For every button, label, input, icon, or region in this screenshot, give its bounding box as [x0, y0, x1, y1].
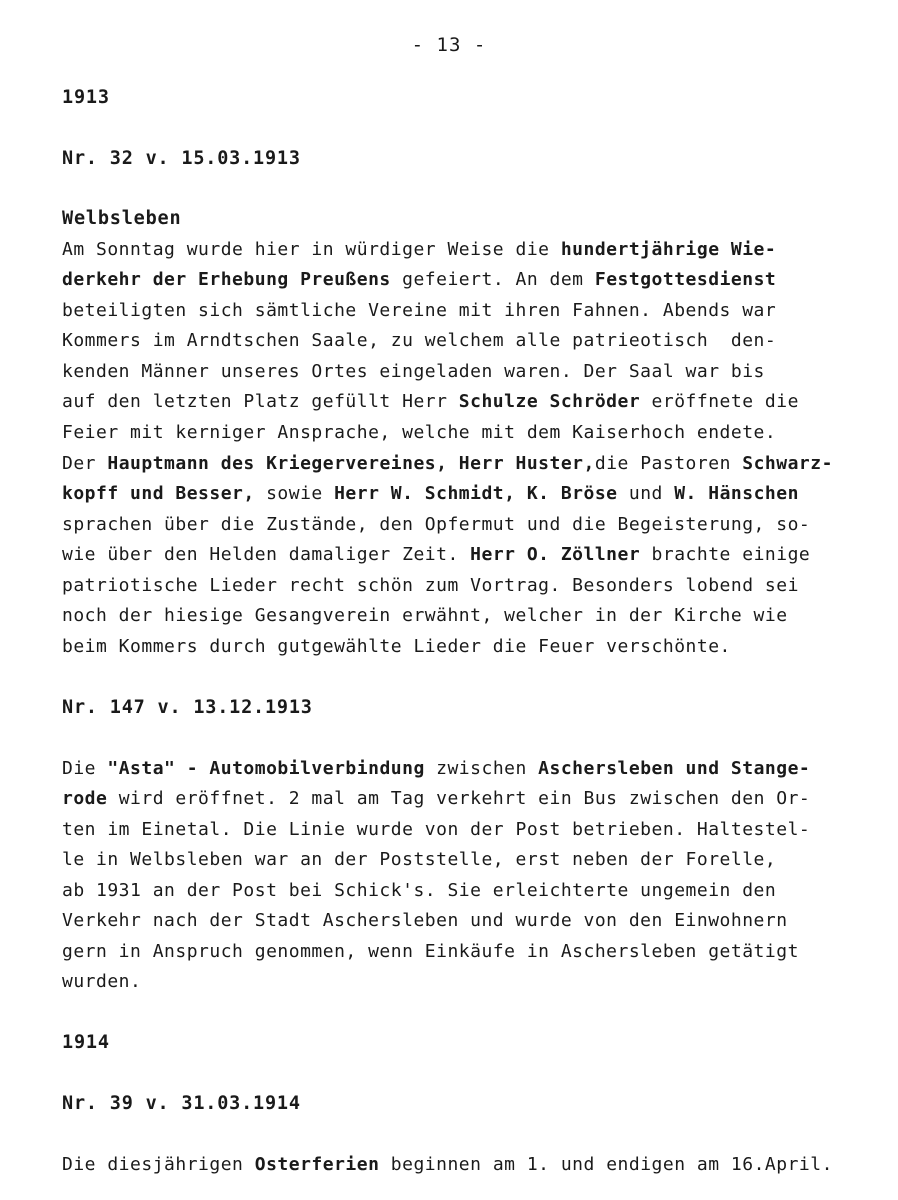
entry2-line-5: ab 1931 an der Post bei Schick's. Sie erleichterte ungemein den	[62, 880, 777, 901]
entry3-line-1: Die diesjährigen Osterferien beginnen am 1. und endigen am 16.April.	[62, 1154, 833, 1175]
page-number: - 13 -	[411, 34, 487, 56]
entry1-line-11: wie über den Helden damaliger Zeit. Herr O. Zöllner brachte einige	[62, 544, 811, 565]
entry1-line-2: derkehr der Erhebung Preußens gefeiert. An dem Festgottesdienst	[62, 269, 777, 290]
entry1-line-9: kopff und Besser, sowie Herr W. Schmidt, K. Bröse und W. Hänschen	[62, 483, 799, 504]
entry1-line-8: Der Hauptmann des Kriegervereines, Herr Huster,die Pastoren Schwarz-	[62, 453, 833, 474]
entry2-line-3: ten im Einetal. Die Linie wurde von der Post betrieben. Haltestel-	[62, 819, 811, 840]
entry1-line-6: auf den letzten Platz gefüllt Herr Schulze Schröder eröffnete die	[62, 391, 799, 412]
entry1-line-13: noch der hiesige Gesangverein erwähnt, welcher in der Kirche wie	[62, 605, 788, 626]
entry1-line-10: sprachen über die Zustände, den Opfermut und die Begeisterung, so-	[62, 514, 811, 535]
entry-heading-nr39: Nr. 39 v. 31.03.1914	[62, 1093, 301, 1114]
entry1-line-7: Feier mit kerniger Ansprache, welche mit dem Kaiserhoch endete.	[62, 422, 777, 443]
place-heading-welbsleben: Welbsleben	[62, 208, 182, 229]
entry2-line-8: wurden.	[62, 971, 142, 992]
entry2-line-4: le in Welbsleben war an der Poststelle, erst neben der Forelle,	[62, 849, 777, 870]
entry2-line-7: gern in Anspruch genommen, wenn Einkäufe in Aschersleben getätigt	[62, 941, 799, 962]
entry1-line-1: Am Sonntag wurde hier in würdiger Weise die hundertjährige Wie-	[62, 239, 777, 260]
entry-heading-nr32: Nr. 32 v. 15.03.1913	[62, 148, 301, 169]
entry1-line-14: beim Kommers durch gutgewählte Lieder die Feuer verschönte.	[62, 636, 731, 657]
entry1-line-5: kenden Männer unseres Ortes eingeladen waren. Der Saal war bis	[62, 361, 765, 382]
year-heading-1914: 1914	[62, 1032, 110, 1053]
entry1-line-4: Kommers im Arndtschen Saale, zu welchem alle patrieotisch den-	[62, 330, 777, 351]
year-heading-1913: 1913	[62, 87, 110, 108]
entry2-line-1: Die "Asta" - Automobilverbindung zwischen Aschersleben und Stange-	[62, 758, 811, 779]
entry2-line-2: rode wird eröffnet. 2 mal am Tag verkehrt ein Bus zwischen den Or-	[62, 788, 811, 809]
entry1-line-3: beteiligten sich sämtliche Vereine mit ihren Fahnen. Abends war	[62, 300, 777, 321]
entry-heading-nr147: Nr. 147 v. 13.12.1913	[62, 697, 313, 718]
entry2-line-6: Verkehr nach der Stadt Aschersleben und wurde von den Einwohnern	[62, 910, 788, 931]
entry1-line-12: patriotische Lieder recht schön zum Vortrag. Besonders lobend sei	[62, 575, 799, 596]
